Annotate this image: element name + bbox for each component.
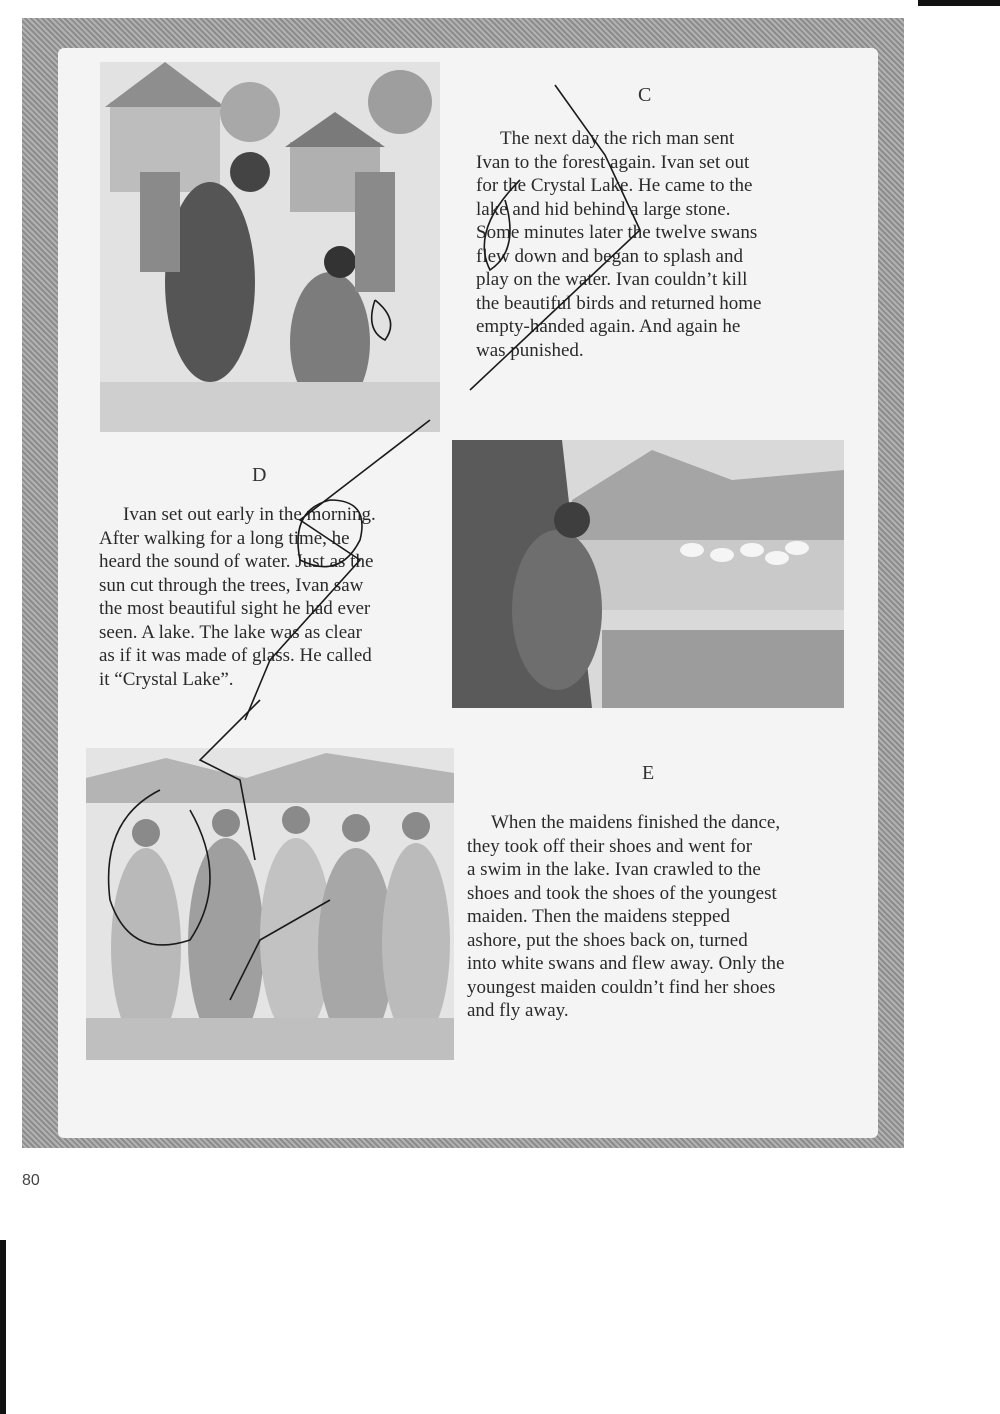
section-letter-d: D [252,464,267,486]
illustration-village-punishment [100,62,440,432]
section-letter-e: E [642,762,655,784]
illustration-maidens-dancing [86,748,454,1060]
section-c-text: The next day the rich man sent Ivan to the forest again. Ivan set out for the Crystal Lake. He came to the lake and hid behind a large stone. Some minutes later the twelve swans flew down and began to splash and play on the water. Ivan couldn’t kill the beautiful birds and returned home empty-handed again. And again he was punished. [476,128,762,361]
section-e-text: When the maidens finished the dance, they took off their shoes and went for a swim in the lake. Ivan crawled to the shoes and took the shoes of the youngest maiden. Then the maidens stepped ashore, put the shoes back on, turned into white swans and flew away. Only the youngest maiden couldn’t find her shoes and fly away. [467,812,785,1021]
scan-edge-mark [918,0,1000,6]
section-d-text: Ivan set out early in the morning. After walking for a long time, he heard the sound of water. Just as the sun cut through the trees, Ivan saw the most beautiful sight he had ever seen. A lake. The lake was as clear as if it was made of glass. He called it “Crystal Lake”. [99,504,376,690]
scan-edge-bar [0,1240,6,1414]
section-letter-c: C [638,84,652,106]
page-number: 80 [22,1172,40,1189]
illustration-ivan-watching-swans [452,440,844,708]
